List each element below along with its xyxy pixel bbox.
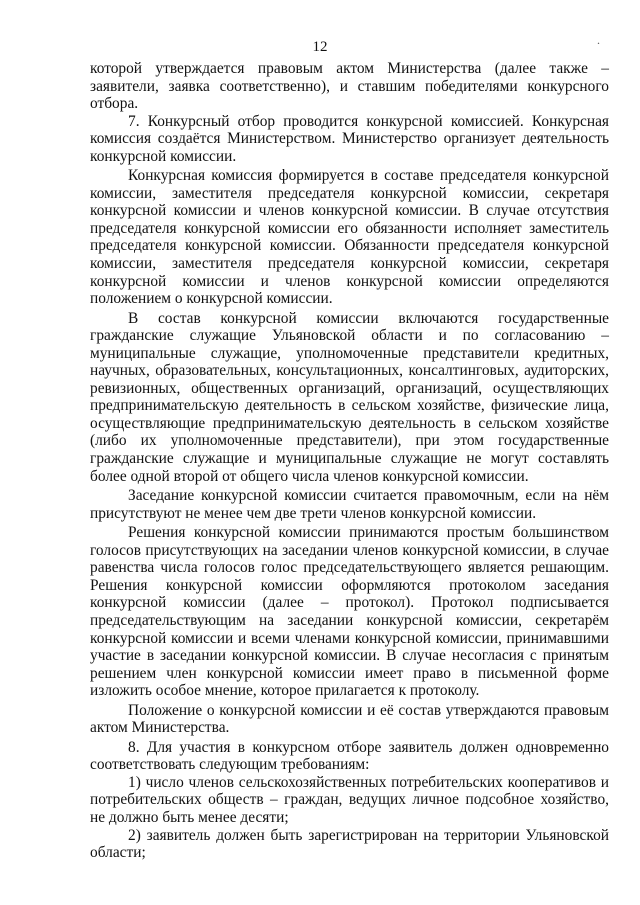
stray-mark: . (597, 33, 600, 47)
paragraph-decisions: Решения конкурсной комиссии принимаются простым большинством голосов присутствующих на заседании членов конкурсной комиссии, в случае равенства числа голосов голос председательствующего является решающим. Решения конкурсной комиссии оформляются протоколом заседания конкурсной комиссии (далее – протокол). Протокол подписывается председательствующим на заседании конкурсной комиссии, секретарём конкурсной комиссии и всеми членами конкурсной комиссии, принимавшими участие в заседании конкурсной комиссии. В случае несогласия с принятым решением член конкурсной комиссии имеет право в письменной форме изложить особое мнение, которое прилагается к протоколу. (90, 524, 609, 700)
document-body (90, 60, 609, 862)
paragraph-regulation: Положение о конкурсной комиссии и её состав утверждаются правовым актом Министерства. (90, 701, 609, 737)
page-number: 12 (312, 39, 328, 55)
paragraph-item-7: 7. Конкурсный отбор проводится конкурсной комиссией. Конкурсная комиссия создаётся Министерством. Министерство организует деятельность конкурсной комиссии. (90, 112, 609, 165)
paragraph-quorum: Заседание конкурсной комиссии считается правомочным, если на нём присутствуют не менее чем две трети членов конкурсной комиссии. (90, 487, 609, 522)
paragraph-requirement-2: 2) заявитель должен быть зарегистрирован на территории Ульяновской области; (90, 826, 609, 862)
paragraph-requirement-1: 1) число членов сельскохозяйственных потребительских кооперативов и потребительских обществ – граждан, ведущих личное подсобное хозяйство, не должно быть менее десяти; (90, 773, 609, 826)
paragraph-commission-members: В состав конкурсной комиссии включаются государственные гражданские служащие Ульяновской области и по согласованию – муниципальные служащие, уполномоченные представители кредитных, научных, образовательных, консультационных, консалтинговых, аудиторских, ревизионных, общественных организаций, организаций, осуществляющих предпринимательскую деятельность в сельском хозяйстве, физические лица, осуществляющие предпринимательскую деятельность в сельском хозяйстве (либо их уполномоченные представители), при этом государственные гражданские служащие и муниципальные служащие не могут составлять более одной второй от общего числа членов конкурсной комиссии. (90, 309, 609, 485)
paragraph-item-8: 8. Для участия в конкурсном отборе заявитель должен одновременно соответствовать следующим требованиям: (90, 738, 609, 774)
paragraph-commission-composition: Конкурсная комиссия формируется в составе председателя конкурсной комиссии, заместителя председателя конкурсной комиссии, секретаря конкурсной комиссии и членов конкурсной комиссии. В случае отсутствия председателя конкурсной комиссии его обязанности исполняет заместитель председателя конкурсной комиссии. Обязанности председателя конкурсной комиссии, заместителя председателя конкурсной комиссии, секретаря конкурсной комиссии и членов конкурсной комиссии определяются положением о конкурсной комиссии. (90, 167, 609, 308)
paragraph-continuation: которой утверждается правовым актом Министерства (далее также – заявители, заявка соответственно), и ставшим победителями конкурсного отбора. (90, 60, 609, 113)
